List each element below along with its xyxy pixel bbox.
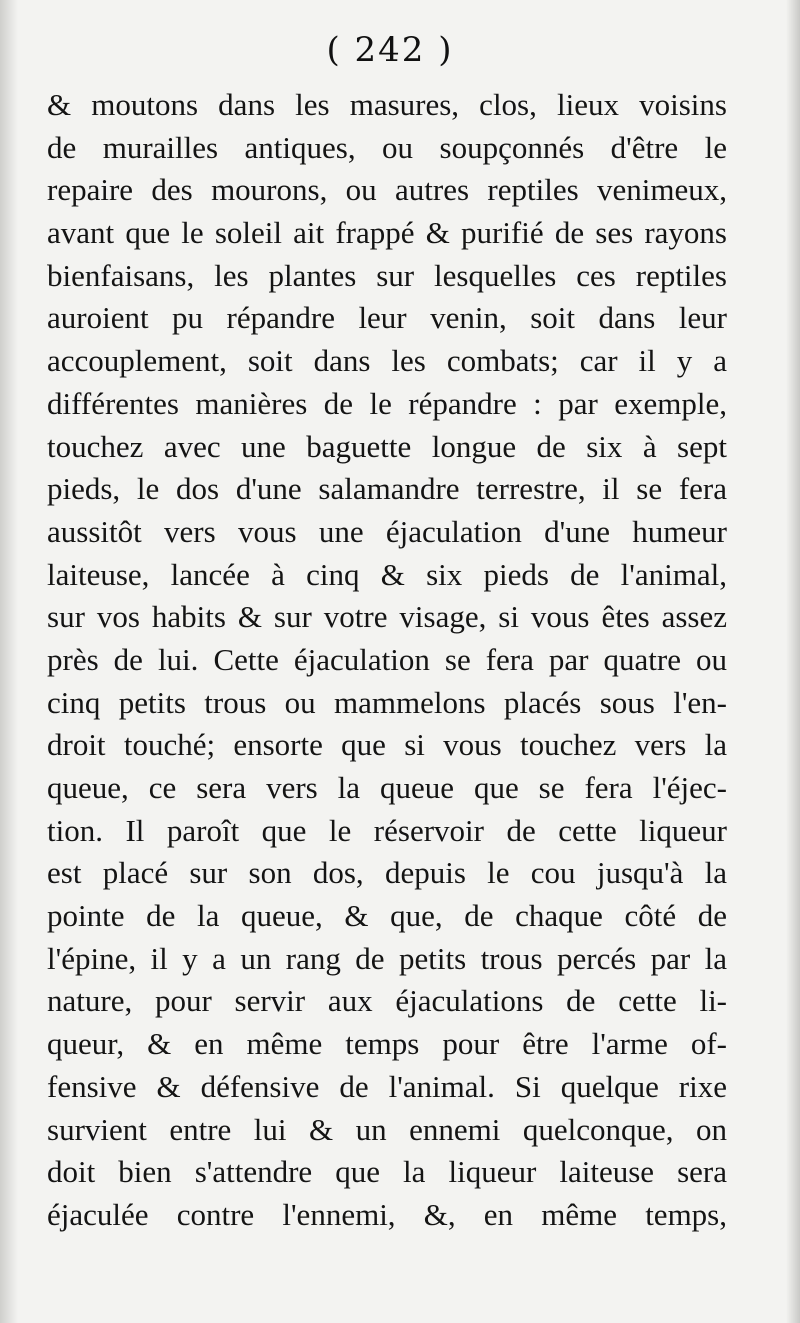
text-line: différentes manières de le répandre : par exemple, (47, 385, 727, 421)
body-text (47, 84, 727, 1237)
text-line: touchez avec une baguette longue de six à sept (47, 428, 727, 464)
text-line: l'épine, il y a un rang de petits trous percés par la (47, 940, 727, 976)
text-line: cinq petits trous ou mammelons placés sous l'en- (47, 684, 727, 720)
text-line: est placé sur son dos, depuis le cou jusqu'à la (47, 855, 727, 891)
text-line: de murailles antiques, ou soupçonnés d'être le (47, 129, 727, 165)
text-line: fensive & défensive de l'animal. Si quelque rixe (47, 1068, 727, 1104)
text-line: queue, ce sera vers la queue que se fera l'éjec- (47, 770, 727, 805)
page-number: ( 242 ) (326, 30, 454, 70)
text-line: repaire des mourons, ou autres reptiles venimeux, (47, 172, 727, 208)
text-line: pieds, le dos d'une salamandre terrestre, il se fera (47, 471, 727, 507)
text-line: près de lui. Cette éjaculation se fera par quatre ou (47, 641, 727, 677)
text-line: aussitôt vers vous une éjaculation d'une humeur (47, 513, 727, 549)
text-line: accouplement, soit dans les combats; car il y a (47, 343, 727, 379)
text-line: tion. Il paroît que le réservoir de cette liqueur (47, 812, 727, 848)
text-line: pointe de la queue, & que, de chaque côté de (47, 898, 727, 934)
text-line: sur vos habits & sur votre visage, si vous êtes assez (47, 599, 727, 635)
text-line: auroient pu répandre leur venin, soit dans leur (47, 300, 727, 336)
text-line: nature, pour servir aux éjaculations de cette li- (47, 983, 727, 1019)
text-line: survient entre lui & un ennemi quelconque, on (47, 1111, 727, 1147)
text-line: laiteuse, lancée à cinq & six pieds de l'animal, (47, 556, 727, 592)
text-line: droit touché; ensorte que si vous touchez vers la (47, 727, 727, 763)
text-line: & moutons dans les masures, clos, lieux voisins (47, 87, 727, 122)
text-line: bienfaisans, les plantes sur lesquelles ces reptiles (47, 257, 727, 293)
text-line: avant que le soleil ait frappé & purifié de ses rayons (47, 215, 727, 251)
text-line: doit bien s'attendre que la liqueur laiteuse sera (47, 1154, 727, 1190)
text-line: queur, & en même temps pour être l'arme of- (47, 1026, 727, 1062)
text-line: éjaculée contre l'ennemi, &, en même temps, (47, 1196, 727, 1232)
